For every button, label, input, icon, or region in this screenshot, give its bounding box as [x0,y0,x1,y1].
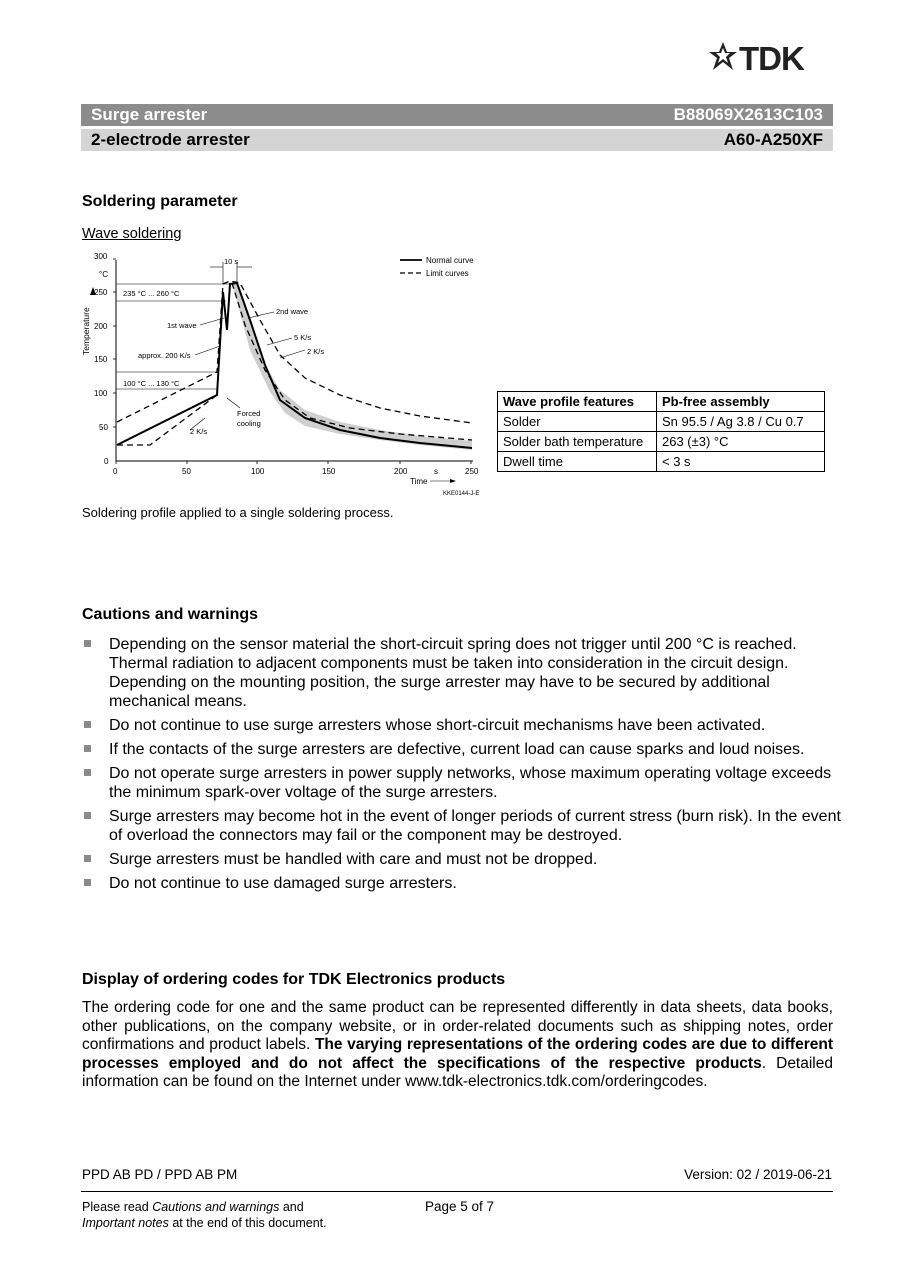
list-item-text: Do not continue to use damaged surge arresters. [109,875,457,892]
y-tick-100: 100 [94,389,108,398]
footer-note-text: at the end of this document. [168,1216,327,1230]
list-item [82,807,842,845]
footer-department: PPD AB PD / PPD AB PM [82,1167,238,1182]
y-tick-0: 0 [104,457,109,466]
x-unit-label: s [434,467,438,476]
table-header-cell: Wave profile features [498,392,657,412]
x-tick-50: 50 [182,467,191,476]
wave-soldering-subtitle: Wave soldering [82,226,182,242]
annot-1st-wave: 1st wave [167,321,197,330]
list-item-text: Surge arresters may become hot in the event of longer periods of current stress (burn risk). In the event of overload the connectors may fail or the component may be destroyed. [109,808,841,844]
list-item [82,740,842,759]
x-tick-100: 100 [251,467,265,476]
header-band-secondary [81,129,833,151]
cautions-title: Cautions and warnings [82,606,259,623]
ordering-paragraph [82,999,833,1092]
x-tick-0: 0 [113,467,118,476]
y-tick-150: 150 [94,355,108,364]
annot-approx-rate: approx. 200 K/s [138,351,191,360]
x-tick-200: 200 [394,467,408,476]
page-number: Page 5 of 7 [425,1199,495,1214]
y-tick-250: 250 [94,288,108,297]
table-row [498,452,825,472]
list-item-text: If the contacts of the surge arresters are defective, current load can cause sparks and loud noises. [109,741,805,758]
tdk-logo-icon [709,40,834,74]
product-series: A60-A250XF [723,130,823,149]
product-type: Surge arrester [91,105,208,124]
ordering-code: B88069X2613C103 [673,105,823,124]
annot-2nd-wave: 2nd wave [276,307,309,316]
footer-note-text: and [279,1200,304,1214]
list-item [82,635,842,711]
footer-note-link: Important notes [82,1216,169,1230]
annot-range-high: 235 °C ... 260 °C [123,289,180,298]
annot-5ks: 5 K/s [294,333,312,342]
table-cell: < 3 s [657,452,825,472]
footer-divider [81,1191,833,1192]
x-tick-250: 250 [465,467,479,476]
bullet-icon [84,745,91,752]
list-item-text: Do not operate surge arresters in power supply networks, whose maximum operating voltage exceeds the minimum spark-over voltage of the surge arresters. [109,765,832,801]
x-axis-label: Time [410,477,428,486]
table-row [498,432,825,452]
cautions-list [82,635,842,898]
table-header-cell: Pb-free assembly [657,392,825,412]
table-cell: Solder bath temperature [498,432,657,452]
table-cell: 263 (±3) °C [657,432,825,452]
annot-10s: 10 s [224,257,239,266]
footer-note [82,1199,327,1231]
table-cell: Sn 95.5 / Ag 3.8 / Cu 0.7 [657,412,825,432]
legend-limit: Limit curves [426,269,469,278]
footer-note-link: Cautions and warnings [152,1200,280,1214]
legend-normal: Normal curve [426,256,474,265]
logo-text: TDK [739,40,804,74]
y-axis-label: Temperature [81,307,91,355]
bullet-icon [84,640,91,647]
bullet-icon [84,769,91,776]
table-row [498,412,825,432]
table-cell: Solder [498,412,657,432]
list-item [82,850,842,869]
list-item-text: Surge arresters must be handled with care and must not be dropped. [109,851,598,868]
annot-2ks-lower: 2 K/s [190,427,208,436]
bullet-icon [84,855,91,862]
footer-version: Version: 02 / 2019-06-21 [684,1167,832,1182]
soldering-caption: Soldering profile applied to a single soldering process. [82,505,394,520]
y-tick-300: 300 [94,252,108,261]
bullet-icon [84,879,91,886]
ordering-title: Display of ordering codes for TDK Electronics products [82,971,506,988]
tdk-logo [709,40,834,74]
y-tick-200: 200 [94,322,108,331]
header-band-primary [81,104,833,126]
list-item [82,716,842,735]
table-header-row [498,392,825,412]
bullet-icon [84,812,91,819]
figure-code: KKE0144-J-E [443,491,480,497]
ordering-text-bold: The varying representations of the ordering codes are due to different processes employed and do not affect the specifications of the respective products [82,1036,833,1072]
list-item-text: Do not continue to use surge arresters whose short-circuit mechanisms have been activated. [109,717,766,734]
annot-range-low: 100 °C ... 130 °C [123,379,180,388]
x-tick-150: 150 [322,467,336,476]
ordering-text-1: The ordering code for one and the same product can be represented differently in data sheets, data books, other publications, on the company website, or in order-related documents such as shipping notes, order confirmations and product labels. [82,999,833,1053]
y-unit-label: °C [99,270,108,279]
list-item-text: Depending on the sensor material the short-circuit spring does not trigger until 200 °C is reached. Thermal radiation to adjacent components must be taken into consideration in the circuit design. Depending on the mounting position, the surge arrester may have to be secured by additional mechanical means. [109,636,797,710]
product-subtype: 2-electrode arrester [91,130,250,149]
list-item [82,874,842,893]
annot-forced: Forced [237,409,261,418]
wave-profile-table [497,391,825,472]
wave-soldering-graph [80,250,490,500]
ordering-text-2: . Detailed information can be found on the Internet under www.tdk-electronics.tdk.com/orderingcodes. [82,1054,833,1090]
annot-2ks-upper: 2 K/s [307,347,325,356]
soldering-title: Soldering parameter [82,193,238,210]
footer-note-text: Please read [82,1200,153,1214]
y-tick-50: 50 [99,423,108,432]
list-item [82,764,842,802]
annot-cooling: cooling [237,419,261,428]
bullet-icon [84,721,91,728]
table-cell: Dwell time [498,452,657,472]
